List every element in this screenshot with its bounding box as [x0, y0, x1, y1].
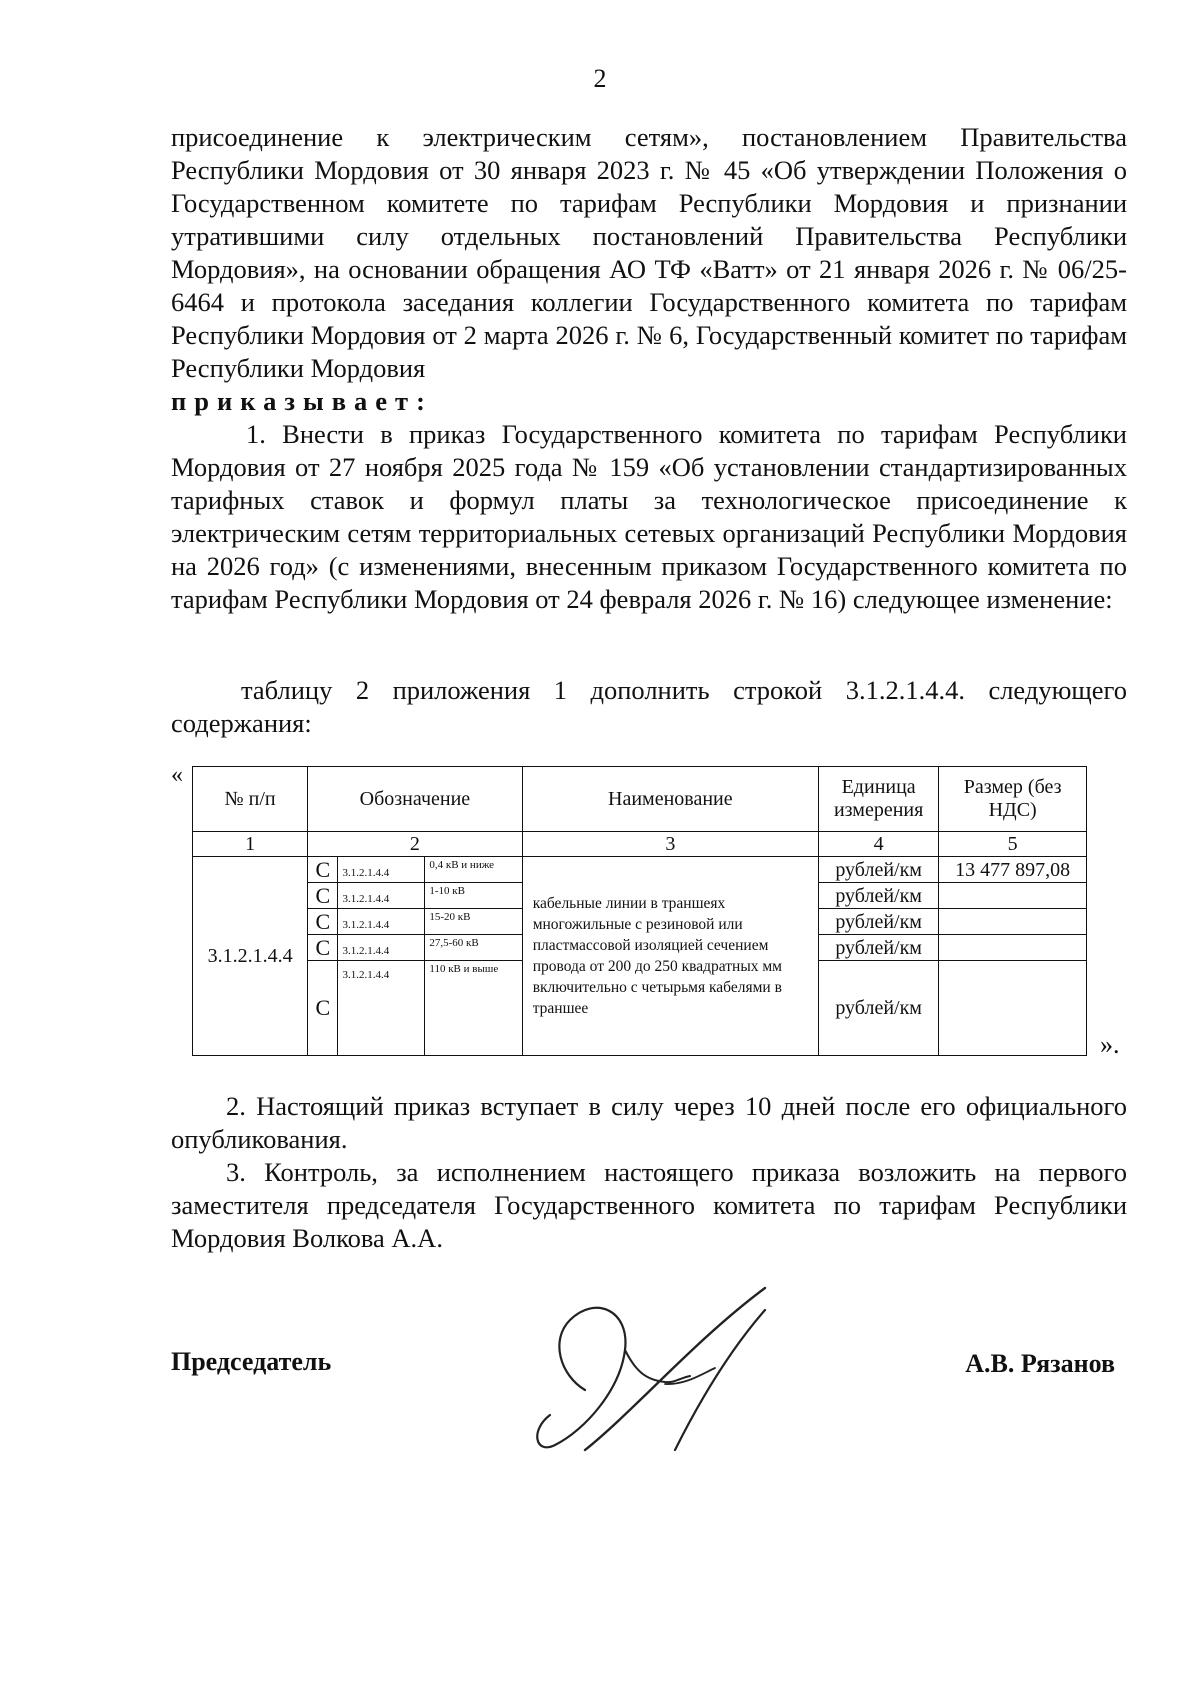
letter-cell: С	[308, 909, 338, 935]
value-cell: 13 477 897,08	[939, 857, 1087, 883]
signer-title: Председатель	[171, 1347, 332, 1376]
quote-open: «	[171, 762, 183, 788]
value-cell	[939, 935, 1087, 961]
unit-cell: рублей/км	[818, 883, 938, 909]
unit-cell: рублей/км	[818, 935, 938, 961]
voltage-cell: 27,5-60 кВ	[425, 935, 522, 961]
letter-cell: С	[308, 961, 338, 1056]
letter-cell: С	[308, 935, 338, 961]
colnum: 2	[308, 832, 523, 857]
unit-cell: рублей/км	[818, 961, 938, 1056]
voltage-cell: 15-20 кВ	[425, 909, 522, 935]
quote-close: ».	[1100, 1030, 1120, 1059]
letter-cell: С	[308, 883, 338, 909]
row-code: 3.1.2.1.4.4	[193, 857, 308, 1056]
code-cell: 3.1.2.1.4.4	[338, 857, 425, 883]
page-number: 2	[593, 64, 607, 93]
order-item-1: 1. Внести в приказ Государственного комитета по тарифам Республики Мордовия от 27 ноября 2025 года № 159 «Об установлении стандартизированных тарифных ставок и формул платы за технологическое присоединение к электрическим сетям территориальных сетевых организаций Республики Мордовия на 2026 год» (с изменениями, внесенным приказом Государственного комитета по тарифам Республики Мордовия от 24 февраля 2026 г. № 16) следующее изменение:	[171, 419, 1127, 614]
table-intro-text: таблицу 2 приложения 1 дополнить строкой 3.1.2.1.4.4. следующего содержания:	[171, 675, 1127, 738]
value-cell	[939, 909, 1087, 935]
table-intro-block	[171, 674, 1127, 740]
colnum: 1	[193, 832, 308, 857]
unit-cell: рублей/км	[818, 909, 938, 935]
header-num: № п/п	[193, 767, 308, 832]
order-item-2: 2. Настоящий приказ вступает в силу через 10 дней после его официального опубликования.	[171, 1091, 1127, 1154]
preamble-block	[171, 121, 1127, 616]
unit-cell: рублей/км	[818, 857, 938, 883]
colnum: 5	[939, 832, 1087, 857]
value-cell	[939, 883, 1087, 909]
code-cell: 3.1.2.1.4.4	[338, 883, 425, 909]
tariff-table	[192, 766, 1087, 1056]
voltage-cell: 1-10 кВ	[425, 883, 522, 909]
table-row	[193, 857, 1087, 883]
handwritten-signature	[525, 1280, 795, 1460]
prikaz-word: приказывает:	[171, 386, 433, 416]
value-cell	[939, 961, 1087, 1056]
code-cell: 3.1.2.1.4.4	[338, 909, 425, 935]
table-colnum-row	[193, 832, 1087, 857]
order-items-block	[171, 1090, 1127, 1255]
line-description: кабельные линии в траншеях многожильные с резиновой или пластмассовой изоляцией сечением провода от 200 до 250 квадратных мм включительно с четырьмя кабелями в траншее	[522, 857, 818, 1056]
header-unit: Единица измерения	[818, 767, 938, 832]
code-cell: 3.1.2.1.4.4	[338, 935, 425, 961]
colnum: 4	[818, 832, 938, 857]
header-designation: Обозначение	[308, 767, 523, 832]
letter-cell: С	[308, 857, 338, 883]
signer-name: А.В. Рязанов	[965, 1349, 1115, 1378]
header-size: Размер (без НДС)	[939, 767, 1087, 832]
header-name: Наименование	[522, 767, 818, 832]
voltage-cell: 0,4 кВ и ниже	[425, 857, 522, 883]
preamble-paragraph: присоединение к электрическим сетям», постановлением Правительства Республики Мордовия от 30 января 2023 г. № 45 «Об утверждении Положения о Государственном комитете по тарифам Республики Мордовия и признании утратившими силу отдельных постановлений Правительства Республики Мордовия», на основании обращения АО ТФ «Ватт» от 21 января 2026 г. № 06/25-6464 и протокола заседания коллегии Государственного комитета по тарифам Республики Мордовия от 2 марта 2026 г. № 6, Государственный комитет по тарифам Республики Мордовия	[171, 122, 1127, 383]
colnum: 3	[522, 832, 818, 857]
table-header-row	[193, 767, 1087, 832]
code-cell: 3.1.2.1.4.4	[338, 961, 425, 1056]
voltage-cell: 110 кВ и выше	[425, 961, 522, 1056]
order-item-3: 3. Контроль, за исполнением настоящего приказа возложить на первого заместителя председателя Государственного комитета по тарифам Республики Мордовия Волкова А.А.	[171, 1157, 1127, 1253]
